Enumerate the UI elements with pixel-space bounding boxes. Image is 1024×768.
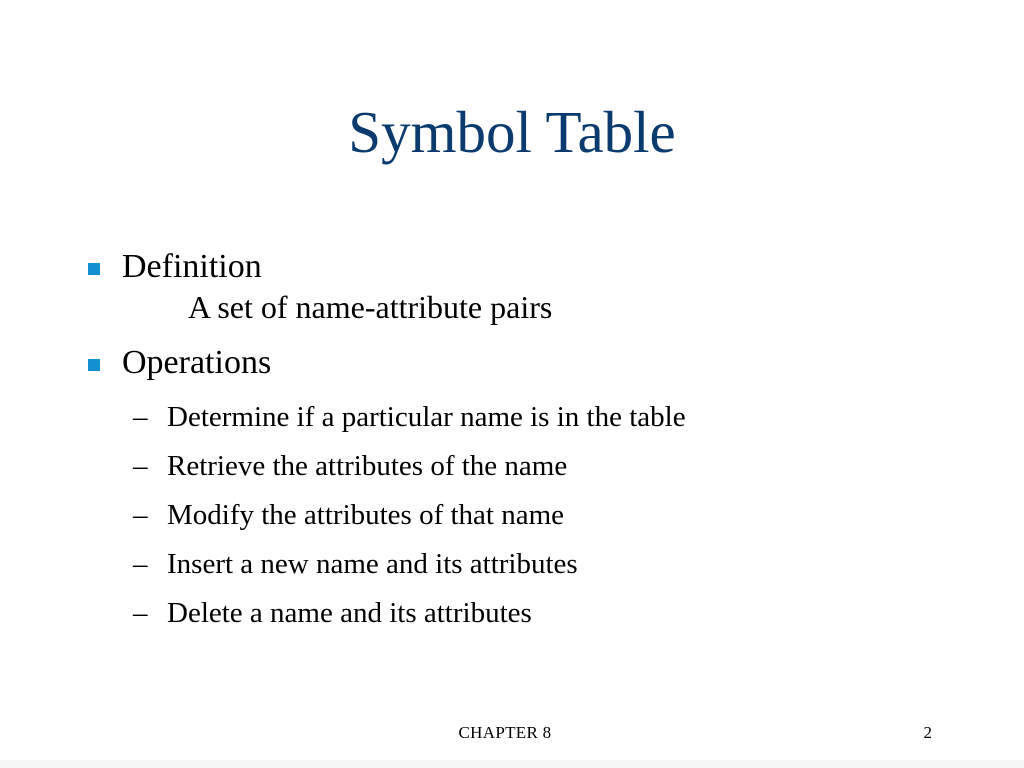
square-bullet-icon [88, 359, 100, 371]
sub-bullet-text: Retrieve the attributes of the name [167, 450, 568, 482]
definition-detail: A set of name-attribute pairs [188, 289, 553, 325]
operations-sublist [88, 393, 988, 638]
sub-bullet-text: Delete a name and its attributes [167, 597, 532, 629]
bullet-operations [88, 343, 988, 383]
dash-bullet-icon: – [133, 548, 148, 580]
dash-bullet-icon: – [133, 401, 148, 433]
slide-title: Symbol Table [348, 99, 676, 165]
dash-bullet-icon: – [133, 450, 148, 482]
dash-bullet-icon: – [133, 597, 148, 629]
sub-bullet [88, 589, 988, 638]
bullet-list [88, 247, 988, 638]
sub-bullet [88, 442, 988, 491]
sub-bullet [88, 393, 988, 442]
dash-bullet-icon: – [133, 499, 148, 531]
footer-chapter: CHAPTER 8 [458, 723, 552, 742]
bullet-definition [88, 247, 988, 327]
sub-bullet [88, 491, 988, 540]
square-bullet-icon [88, 263, 100, 275]
sub-bullet-text: Determine if a particular name is in the table [167, 401, 686, 433]
sub-bullet-text: Modify the attributes of that name [167, 499, 565, 531]
bullet-label: Operations [122, 344, 272, 381]
bullet-label: Definition [122, 248, 262, 285]
sub-bullet-text: Insert a new name and its attributes [167, 548, 578, 580]
page-number: 2 [923, 723, 932, 742]
bottom-band [0, 760, 1024, 768]
sub-bullet [88, 540, 988, 589]
